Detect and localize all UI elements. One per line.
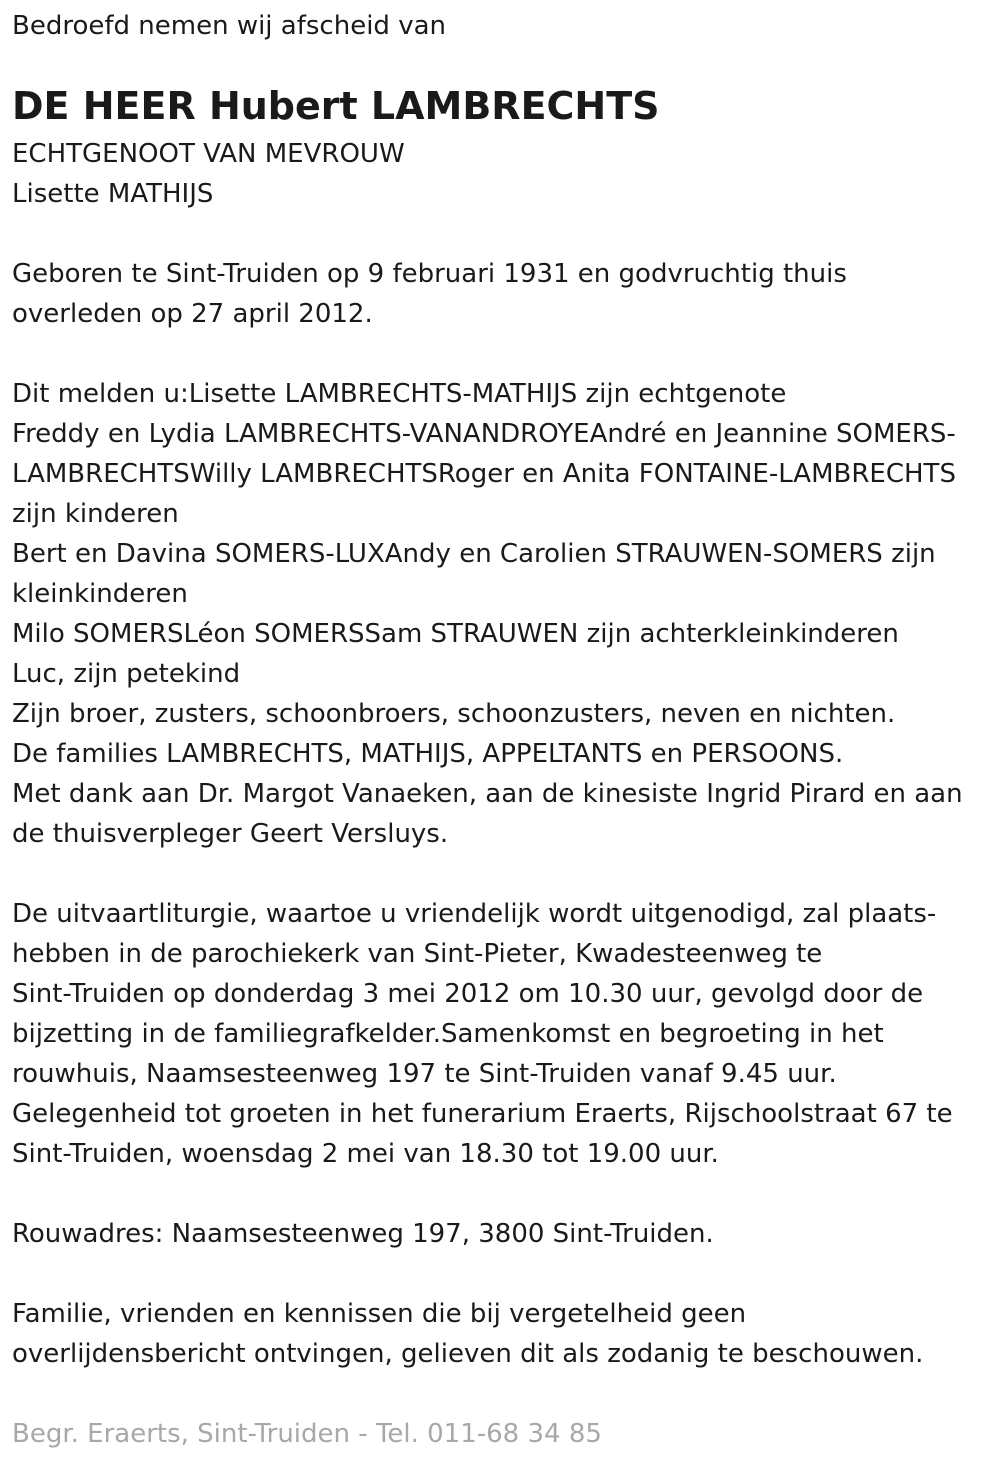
funeral-line: Gelegenheid tot groeten in het funerarium Eraerts, Rijschoolstraat 67 te (12, 1099, 953, 1129)
family-line: Met dank aan Dr. Margot Vanaeken, aan de kinesiste Ingrid Pirard en aan (12, 779, 963, 809)
family-line: zijn kinderen (12, 499, 179, 529)
family-line: Freddy en Lydia LAMBRECHTS-VANANDROYEAndré en Jeannine SOMERS- (12, 419, 956, 449)
family-line: LAMBRECHTSWilly LAMBRECHTSRoger en Anita FONTAINE-LAMBRECHTS (12, 459, 956, 489)
funeral-block (12, 894, 953, 1174)
family-line: De families LAMBRECHTS, MATHIJS, APPELTANTS en PERSOONS. (12, 739, 844, 769)
birth-death-block (12, 254, 847, 334)
family-line: Bert en Davina SOMERS-LUXAndy en Carolien STRAUWEN-SOMERS zijn (12, 539, 936, 569)
closing-line: overlijdensbericht ontvingen, gelieven dit als zodanig te beschouwen. (12, 1339, 924, 1369)
funeral-line: rouwhuis, Naamsesteenweg 197 te Sint-Truiden vanaf 9.45 uur. (12, 1059, 837, 1089)
funeral-line: De uitvaartliturgie, waartoe u vriendelijk wordt uitgenodigd, zal plaats- (12, 899, 937, 929)
spouse-line: Lisette MATHIJS (12, 179, 214, 209)
closing-line: Familie, vrienden en kennissen die bij vergetelheid geen (12, 1299, 747, 1329)
funeral-line: bijzetting in de familiegrafkelder.Samenkomst en begroeting in het (12, 1019, 884, 1049)
birth-death-line: overleden op 27 april 2012. (12, 299, 373, 329)
family-line: Luc, zijn petekind (12, 659, 241, 689)
funeral-line: Sint-Truiden, woensdag 2 mei van 18.30 tot 19.00 uur. (12, 1139, 719, 1169)
family-line: Milo SOMERSLéon SOMERSSam STRAUWEN zijn achterkleinkinderen (12, 619, 899, 649)
family-line: kleinkinderen (12, 579, 188, 609)
funeral-line: hebben in de parochiekerk van Sint-Pieter, Kwadesteenweg te (12, 939, 823, 969)
funeral-line: Sint-Truiden op donderdag 3 mei 2012 om 10.30 uur, gevolgd door de (12, 979, 924, 1009)
family-block (12, 374, 963, 854)
mourning-address: Rouwadres: Naamsesteenweg 197, 3800 Sint-Truiden. (12, 1219, 714, 1249)
funeral-director-footer: Begr. Eraerts, Sint-Truiden - Tel. 011-68 34 85 (12, 1419, 602, 1449)
closing-block (12, 1294, 923, 1374)
deceased-name: DE HEER Hubert LAMBRECHTS (12, 84, 660, 128)
family-line: Zijn broer, zusters, schoonbroers, schoonzusters, neven en nichten. (12, 699, 896, 729)
family-line: de thuisverpleger Geert Versluys. (12, 819, 449, 849)
intro-text: Bedroefd nemen wij afscheid van (12, 11, 446, 41)
spouse-line: ECHTGENOOT VAN MEVROUW (12, 139, 405, 169)
spouse-block (12, 134, 405, 214)
birth-death-line: Geboren te Sint-Truiden op 9 februari 1931 en godvruchtig thuis (12, 259, 847, 289)
family-line: Dit melden u:Lisette LAMBRECHTS-MATHIJS zijn echtgenote (12, 379, 787, 409)
